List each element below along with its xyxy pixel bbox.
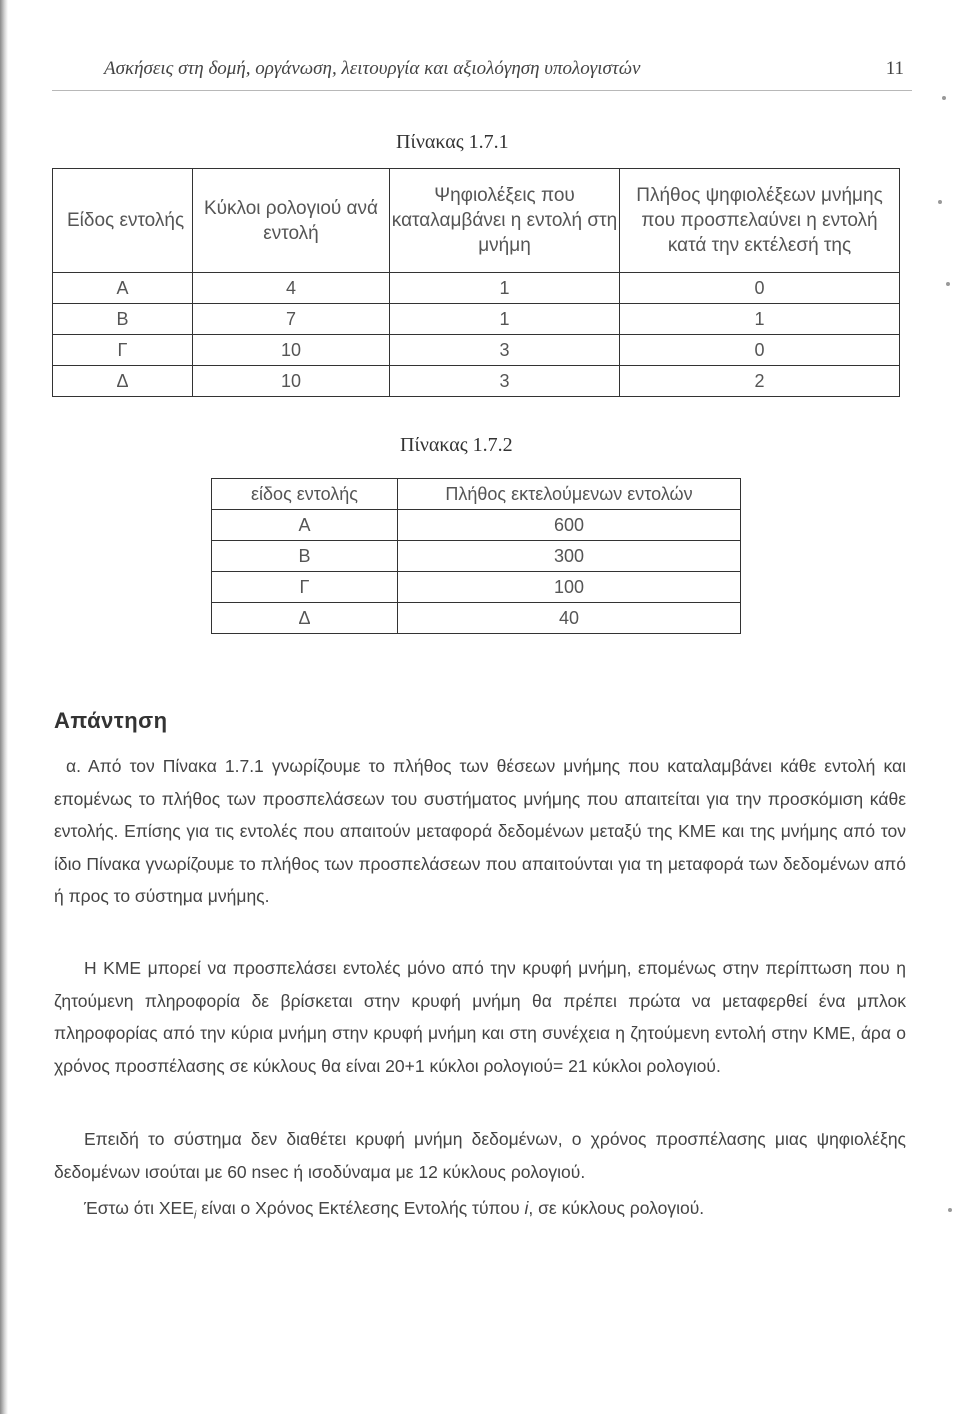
scan-speck bbox=[948, 1208, 952, 1212]
subscript-index: i bbox=[193, 1209, 197, 1222]
table-cell: 600 bbox=[398, 510, 741, 541]
variable-i: i bbox=[524, 1198, 529, 1218]
table-row bbox=[53, 304, 900, 335]
table-cell: 100 bbox=[398, 572, 741, 603]
table2-header-cell: είδος εντολής bbox=[212, 479, 398, 510]
table-cell: Β bbox=[212, 541, 398, 572]
table-cell: Β bbox=[53, 304, 193, 335]
header-rule bbox=[52, 90, 912, 91]
table1-header-cell: Κύκλοι ρολογιού ανά εντολή bbox=[193, 169, 390, 273]
execution-count-table bbox=[211, 478, 741, 634]
running-header bbox=[104, 58, 904, 84]
table1-header-cell: Ψηφιολέξεις που καταλαμβάνει η εντολή στη μνήμη bbox=[390, 169, 620, 273]
table2-header-row bbox=[212, 479, 741, 510]
table-cell: Γ bbox=[212, 572, 398, 603]
answer-text: είναι ο Χρόνος Εκτέλεσης Εντολής τύπου bbox=[196, 1198, 525, 1218]
table2-caption: Πίνακας 1.7.2 bbox=[400, 434, 513, 456]
page-number: 11 bbox=[885, 58, 904, 79]
table-cell: 7 bbox=[193, 304, 390, 335]
table-cell: 10 bbox=[193, 366, 390, 397]
table-cell: Δ bbox=[212, 603, 398, 634]
table-cell: 3 bbox=[390, 366, 620, 397]
answer-paragraph: α. Από τον Πίνακα 1.7.1 γνωρίζουμε το πλήθος των θέσεων μνήμης που καταλαμβάνει κάθε εντολή και επομένως το πλήθος των προσπελάσεων του συστήματος μνήμης που απαιτείται για την προσκόμιση κάθε εντολής. Επίσης για τις εντολές που απαιτούν μεταφορά δεδομένων μεταξύ της ΚΜΕ και της μνήμης από τον ίδιο Πίνακα γνωρίζουμε το πλήθος των προσπελάσεων που απαιτούνται για τη μεταφορά των δεδομένων από ή προς το σύστημα μνήμης. bbox=[54, 756, 906, 907]
answer-text: , σε κύκλους ρολογιού. bbox=[528, 1198, 705, 1218]
table-cell: Α bbox=[53, 273, 193, 304]
table-cell: 40 bbox=[398, 603, 741, 634]
scan-speck bbox=[946, 282, 950, 286]
table-cell: Α bbox=[212, 510, 398, 541]
table-cell: 0 bbox=[620, 335, 900, 366]
instruction-table bbox=[52, 168, 900, 397]
table-cell: 0 bbox=[620, 273, 900, 304]
scan-speck bbox=[942, 96, 946, 100]
table-row bbox=[212, 603, 741, 634]
table-row bbox=[212, 572, 741, 603]
table-cell: 10 bbox=[193, 335, 390, 366]
table-row bbox=[212, 510, 741, 541]
table-cell: Δ bbox=[53, 366, 193, 397]
answer-paragraph bbox=[54, 1192, 906, 1232]
table-row bbox=[53, 366, 900, 397]
scan-speck bbox=[938, 200, 942, 204]
table1-header-cell: Είδος εντολής bbox=[53, 169, 193, 273]
table-cell: 2 bbox=[620, 366, 900, 397]
table-row bbox=[53, 335, 900, 366]
table1-header-row bbox=[53, 169, 900, 273]
scan-edge-shadow bbox=[0, 0, 8, 1414]
table-cell: 300 bbox=[398, 541, 741, 572]
answer-paragraph: Η ΚΜΕ μπορεί να προσπελάσει εντολές μόνο από την κρυφή μνήμη, επομένως στην περίπτωση που η ζητούμενη πληροφορία δε βρίσκεται στην κρυφή μνήμη θα πρέπει πρώτα να μεταφερθεί ένα μπλοκ πληροφορίας από την κύρια μνήμη στην κρυφή μνήμη και στη συνέχεια η ζητούμενη εντολή στην ΚΜΕ, άρα ο χρόνος προσπέλασης σε κύκλους θα είναι 20+1 κύκλοι ρολογιού= 21 κύκλοι ρολογιού. bbox=[54, 958, 906, 1076]
table1-caption: Πίνακας 1.7.1 bbox=[396, 131, 509, 153]
table-cell: 1 bbox=[390, 273, 620, 304]
answer-heading: Απάντηση bbox=[54, 708, 168, 733]
table-cell: 4 bbox=[193, 273, 390, 304]
table-cell: 3 bbox=[390, 335, 620, 366]
table-row bbox=[212, 541, 741, 572]
table-cell: 1 bbox=[620, 304, 900, 335]
header-title: Ασκήσεις στη δομή, οργάνωση, λειτουργία και αξιολόγηση υπολογιστών bbox=[104, 58, 641, 79]
table-row bbox=[53, 273, 900, 304]
table-cell: Γ bbox=[53, 335, 193, 366]
answer-text: Έστω ότι ΧΕΕ bbox=[84, 1198, 194, 1218]
table2-header-cell: Πλήθος εκτελούμενων εντολών bbox=[398, 479, 741, 510]
table-cell: 1 bbox=[390, 304, 620, 335]
table1-header-cell: Πλήθος ψηφιολέξεων μνήμης που προσπελαύνει η εντολή κατά την εκτέλεσή της bbox=[620, 169, 900, 273]
answer-paragraph: Επειδή το σύστημα δεν διαθέτει κρυφή μνήμη δεδομένων, ο χρόνος προσπέλασης μιας ψηφιολέξης δεδομένων ισούται με 60 nsec ή ισοδύναμα με 12 κύκλους ρολογιού. bbox=[54, 1129, 906, 1182]
